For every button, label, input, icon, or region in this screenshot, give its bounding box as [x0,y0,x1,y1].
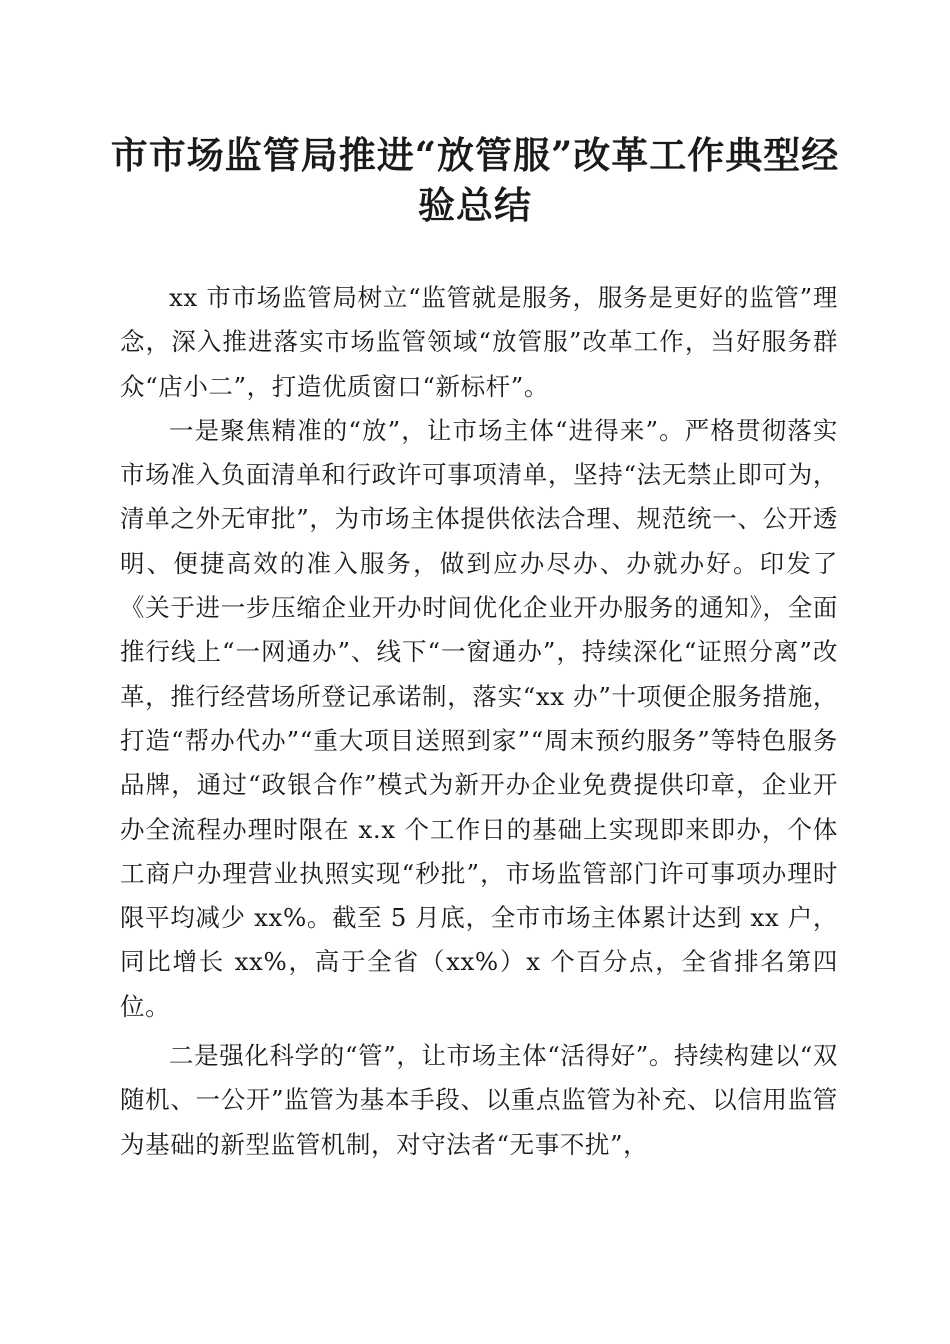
document-title: 市市场监管局推进“放管服”改革工作典型经验总结 [110,133,840,227]
paragraph-guan: 二是强化科学的“管”，让市场主体“活得好”。持续构建以“双随机、一公开”监管为基本手段、以重点监管为补充、以信用监管为基础的新型监管机制，对守法者“无事不扰”， [120,1041,838,1159]
paragraph-fang: 一是聚焦精准的“放”，让市场主体“进得来”。严格贯彻落实市场准入负面清单和行政许可事项清单，坚持“法无禁止即可为，清单之外无审批”，为市场主体提供依法合理、规范统一、公开透明、便捷高效的准入服务，做到应办尽办、办就办好。印发了《关于进一步压缩企业开办时间优化企业开办服务的通知》，全面推行线上“一网通办”、线下“一窗通办”，持续深化“证照分离”改革，推行经营场所登记承诺制，落实“xx 办”十项便企服务措施，打造“帮办代办”“重大项目送照到家”“周末预约服务”等特色服务品牌，通过“政银合作”模式为新开办企业免费提供印章，企业开办全流程办理时限在 x.x 个工作日的基础上实现即来即办，个体工商户办理营业执照实现“秒批”，市场监管部门许可事项办理时限平均减少 xx%。截至 5 月底，全市市场主体累计达到 xx 户，同比增长 xx%，高于全省（xx%）x 个百分点，全省排名第四位。 [120,415,838,1021]
paragraph-intro: xx 市市场监管局树立“监管就是服务，服务是更好的监管”理念，深入推进落实市场监管领域“放管服”改革工作，当好服务群众“店小二”，打造优质窗口“新标杆”。 [120,283,838,401]
document-body [120,276,838,1167]
